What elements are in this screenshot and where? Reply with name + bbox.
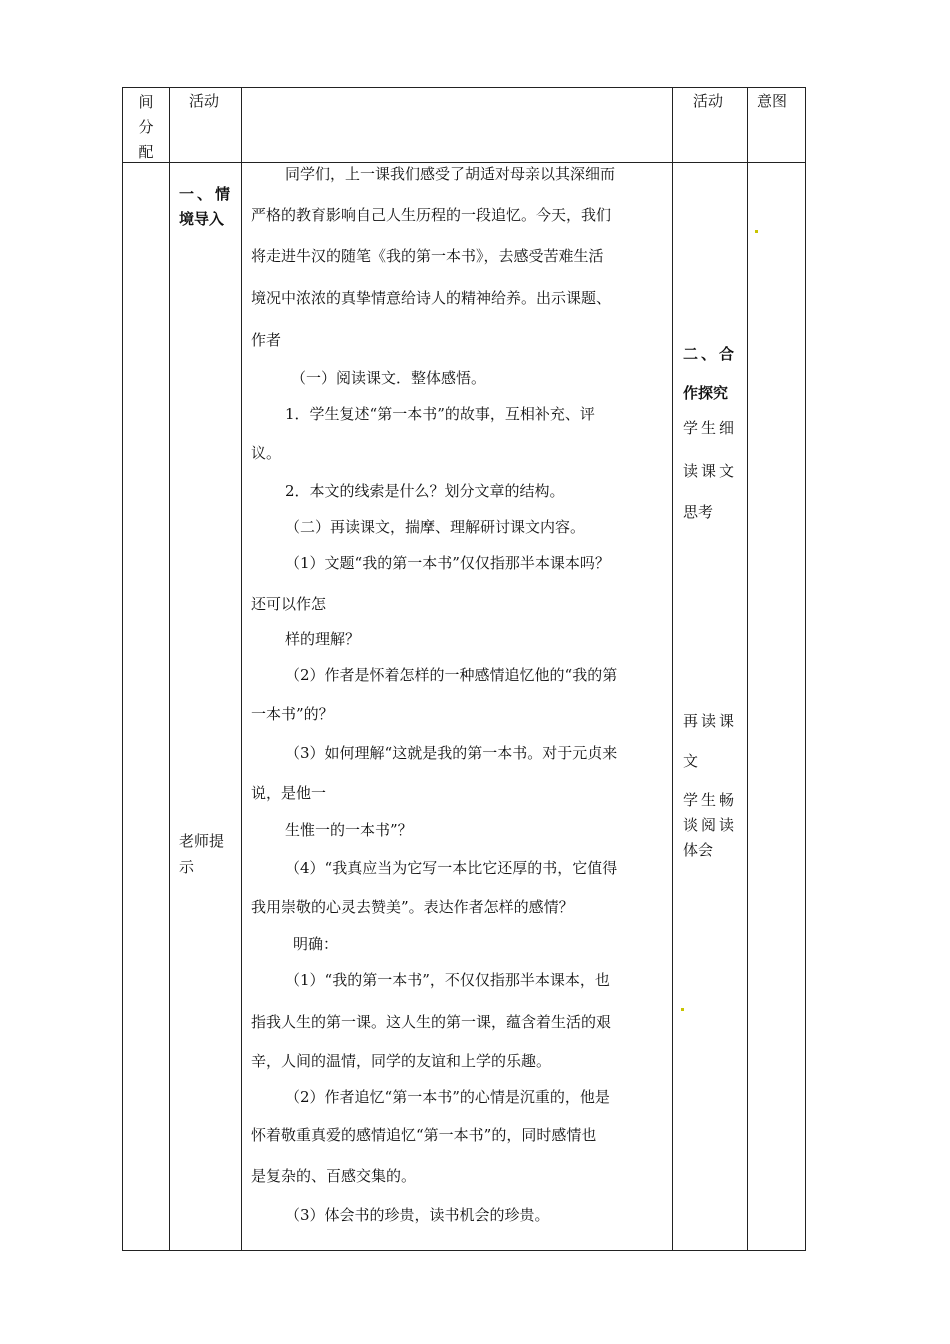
column-divider <box>169 88 170 1250</box>
header-char: 分 <box>138 118 154 136</box>
column-divider <box>241 88 242 1250</box>
student-activity-line: 体会 <box>683 841 714 859</box>
section-situation-intro-line2: 境导入 <box>179 210 225 228</box>
content-line: （3）如何理解“这就是我的第一本书。对于元贞来 <box>285 744 618 762</box>
content-line: 说，是他一 <box>251 784 327 802</box>
content-line: 怀着敬重真爱的感情追忆“第一本书”的，同时感情也 <box>251 1126 597 1144</box>
decorative-dot <box>681 1008 684 1011</box>
content-line: 同学们，上一课我们感受了胡适对母亲以其深细而 <box>285 165 616 183</box>
header-activity: 活动 <box>189 92 220 110</box>
content-line: 严格的教育影响自己人生历程的一段追忆。今天，我们 <box>251 206 612 224</box>
content-line: （1）文题“我的第一本书”仅仅指那半本课本吗？ <box>285 554 610 572</box>
column-divider <box>672 88 673 1250</box>
content-line: 议。 <box>251 444 282 462</box>
content-line: 指我人生的第一课。这人生的第一课，蕴含着生活的艰 <box>251 1013 612 1031</box>
decorative-dot <box>755 230 758 233</box>
content-line: （2）作者追忆“第一本书”的心情是沉重的，他是 <box>285 1088 610 1106</box>
content-line: 1．学生复述“第一本书”的故事，互相补充、评 <box>285 405 595 423</box>
student-activity-line: 再读课 <box>683 712 738 730</box>
section-situation-intro-line1: 一、情 <box>179 185 234 203</box>
lesson-plan-table <box>122 87 806 1251</box>
content-line: （二）再读课文，揣摩、理解研讨课文内容。 <box>285 518 586 536</box>
content-line: （2）作者是怀着怎样的一种感情追忆他的“我的第 <box>285 666 618 684</box>
content-line: （1）“我的第一本书”，不仅仅指那半本课本，也 <box>285 971 610 989</box>
content-line: 一本书”的？ <box>251 705 334 723</box>
student-activity-line: 学生畅 <box>683 791 738 809</box>
content-line: 2．本文的线索是什么？划分文章的结构。 <box>285 482 565 500</box>
section-cooperative-inquiry-line1: 二、合 <box>683 345 738 363</box>
content-line: （4）“我真应当为它写一本比它还厚的书，它值得 <box>285 859 618 877</box>
teacher-hint-line2: 示 <box>179 858 195 876</box>
content-line: 是复杂的、百感交集的。 <box>251 1167 417 1185</box>
content-line: 作者 <box>251 331 282 349</box>
section-cooperative-inquiry-line2: 作探究 <box>683 384 729 402</box>
header-student-activity: 活动 <box>693 92 724 110</box>
content-line: 我用崇敬的心灵去赞美”。表达作者怎样的感情？ <box>251 898 574 916</box>
content-line: 辛，人间的温情，同学的友谊和上学的乐趣。 <box>251 1052 552 1070</box>
header-char: 配 <box>138 143 154 161</box>
content-line: 明确： <box>293 935 339 953</box>
student-activity-line: 文 <box>683 752 699 770</box>
content-line: 将走进牛汉的随笔《我的第一本书》，去感受苦难生活 <box>251 247 604 265</box>
content-line: 样的理解？ <box>285 630 361 648</box>
teacher-hint-line1: 老师提 <box>179 832 225 850</box>
content-line: （3）体会书的珍贵，读书机会的珍贵。 <box>285 1206 550 1224</box>
header-char: 间 <box>138 93 154 111</box>
column-divider <box>747 88 748 1250</box>
student-activity-line: 学生细 <box>683 419 738 437</box>
student-activity-line: 谈阅读 <box>683 816 738 834</box>
content-line: 境况中浓浓的真挚情意给诗人的精神给养。出示课题、 <box>251 289 612 307</box>
content-line: 生惟一的一本书”？ <box>285 821 413 839</box>
header-time-allocation <box>135 90 157 165</box>
content-line: （一）阅读课文．整体感悟。 <box>291 369 487 387</box>
student-activity-line: 读课文 <box>683 462 738 480</box>
content-line: 还可以作怎 <box>251 595 327 613</box>
student-activity-line: 思考 <box>683 503 714 521</box>
header-intent: 意图 <box>757 92 788 110</box>
